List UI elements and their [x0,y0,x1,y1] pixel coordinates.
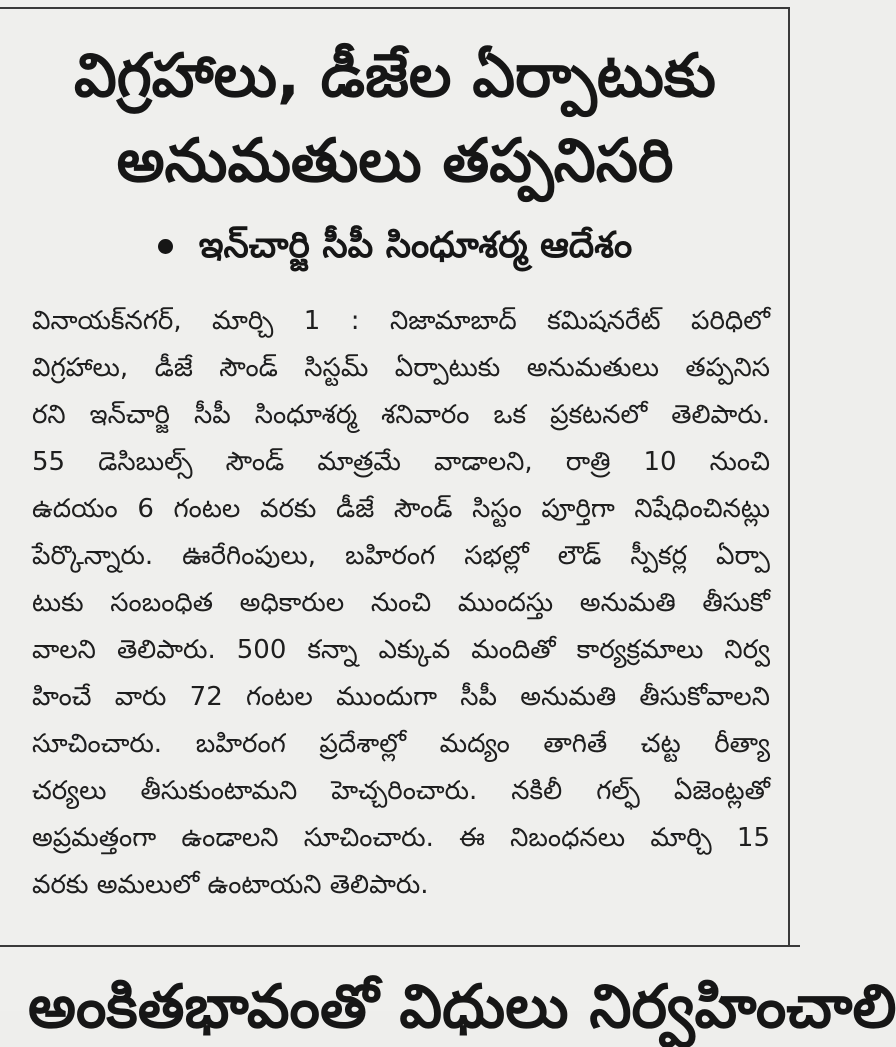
body-line: టుకు సంబంధిత అధికారుల నుంచి ముందస్తు అనుమతి తీసుకో [32,588,770,618]
subhead-text: ఇన్‌చార్జి సీపీ సింధూశర్మ ఆదేశం [198,225,633,266]
body-line: వినాయక్‌నగర్, మార్చి 1 : నిజామాబాద్ కమిషనరేట్ పరిధిలో [32,306,770,336]
body-line: సూచించారు. బహిరంగ ప్రదేశాల్లో మద్యం తాగితే చట్ట రీత్యా [32,729,770,759]
top-rule [0,7,790,9]
article-separator-rule [0,945,800,947]
next-article-headline: అంకితభావంతో విధులు నిర్వహించాలి [28,972,896,1042]
body-line: చర్యలు తీసుకుంటామని హెచ్చరించారు. నకిలీ గల్ఫ్ ఏజెంట్లతో [32,776,770,806]
article-body [32,298,770,909]
body-line: 55 డెసిబుల్స్ సౌండ్ మాత్రమే వాడాలని, రాత్రి 10 నుంచి [32,447,770,477]
next-article-headline-crop [0,955,896,1042]
body-line: ఉదయం 6 గంటల వరకు డీజే సౌండ్ సిస్టం పూర్తిగా నిషేధించినట్లు [32,494,770,524]
body-line: హించే వారు 72 గంటల ముందుగా సీపీ అనుమతి తీసుకోవాలని [32,682,770,712]
headline-line-2: అనుమతులు తప్పనిసరి [116,126,674,196]
body-line: వరకు అమలులో ఉంటాయని తెలిపారు. [32,870,429,900]
bullet-icon [158,239,173,254]
body-line: విగ్రహాలు, డీజే సౌండ్ సిస్టమ్ ఏర్పాటుకు అనుమతులు తప్పనిస [32,353,770,383]
body-line: అప్రమత్తంగా ఉండాలని సూచించారు. ఈ నిబంధనలు మార్చి 15 [32,823,770,853]
headline-line-1: విగ్రహాలు, డీజేల ఏర్పాటుకు [74,41,716,111]
body-line: పేర్కొన్నారు. ఊరేగింపులు, బహిరంగ సభల్లో లౌడ్ స్పీకర్ల ఏర్పా [32,541,770,571]
subhead [0,220,790,272]
body-line: వాలని తెలిపారు. 500 కన్నా ఎక్కువ మందితో కార్యక్రమాలు నిర్వ [32,635,770,665]
body-line: రని ఇన్‌చార్జి సీపీ సింధూశర్మ శనివారం ఒక ప్రకటనలో తెలిపారు. [32,400,770,430]
